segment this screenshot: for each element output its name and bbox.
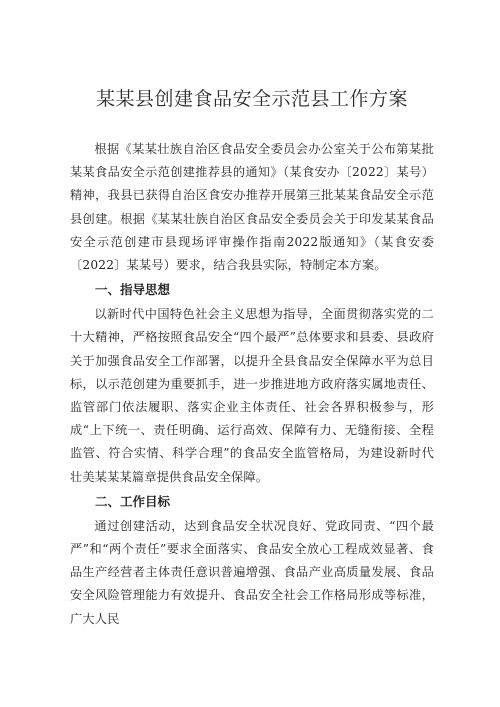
section-body-guiding-ideology: 以新时代中国特色社会主义思想为指导，全面贯彻落实党的二十大精神，严格按照食品安全“四个最严”总体要求和县委、县政府关于加强食品安全工作部署，以提升全县食品安全保障水平为总目标，以示范创建为重要抓手，进一步推进地方政府落实属地责任、监管部门依法履职、落实企业主体责任、社会各界积极参与，形成“上下统一、责任明确、运行高效、保障有力、无缝衔接、全程监管、符合实情、科学合理”的食品安全监管格局，为建设新时代壮美某某某篇章提供食品安全保障。	[70, 307, 434, 484]
intro-paragraph: 根据《某某壮族自治区食品安全委员会办公室关于公布第某批某某食品安全示范创建推荐县的通知》（某食安办〔2022〕某号）精神，我县已获得自治区食安办推荐开展第三批某某食品安全示范县创建。根据《某某壮族自治区食品安全委员会关于印发某某食品安全示范创建市县现场评审操作指南2022版通知》（某食安委〔2022〕某某号）要求，结合我县实际，特制定本方案。	[70, 142, 434, 273]
section-body-work-goals: 通过创建活动，达到食品安全状况良好、党政同责、“四个最严”和“两个责任”要求全面落实、食品安全放心工程成效显著、食品生产经营者主体责任意识普遍增强、食品产业高质量发展、食品安全风险管理能力有效提升、食品安全社会工作格局形成等标准，广大人民	[70, 518, 434, 626]
section-heading-guiding-ideology: 一、指导思想	[95, 282, 171, 298]
document-title: 某某县创建食品安全示范县工作方案	[95, 88, 408, 110]
section-heading-work-goals: 二、工作目标	[95, 493, 171, 509]
